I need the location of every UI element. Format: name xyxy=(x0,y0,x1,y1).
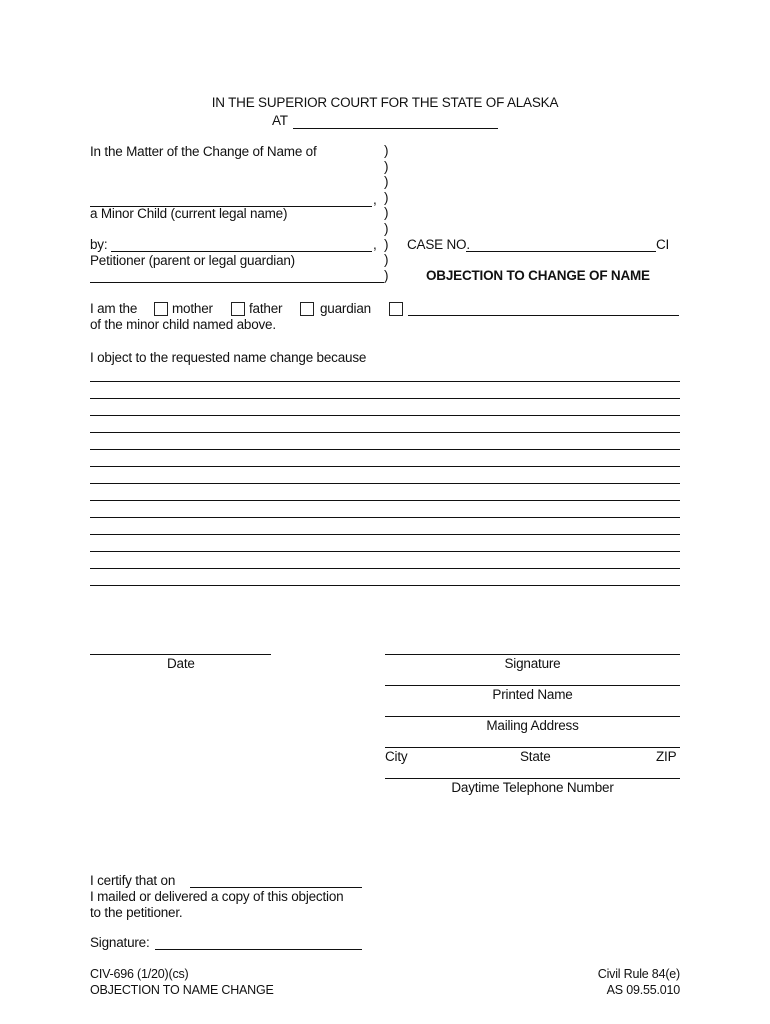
form-number: CIV-696 (1/20)(cs) xyxy=(90,967,189,981)
objection-line[interactable] xyxy=(90,449,680,450)
case-no-label: CASE NO. xyxy=(407,237,470,252)
form-title: OBJECTION TO CHANGE OF NAME xyxy=(426,268,650,283)
objection-line[interactable] xyxy=(90,398,680,399)
objection-line[interactable] xyxy=(90,534,680,535)
guardian-label: guardian xyxy=(320,301,371,316)
objection-line[interactable] xyxy=(90,500,680,501)
printed-name-label: Printed Name xyxy=(492,687,573,702)
phone-label: Daytime Telephone Number xyxy=(451,780,614,795)
mailing-address-label: Mailing Address xyxy=(486,718,579,733)
father-checkbox[interactable] xyxy=(231,302,245,316)
minor-name-comma: , xyxy=(373,192,377,207)
mother-label: mother xyxy=(172,301,213,316)
certify-signature-label: Signature: xyxy=(90,935,150,950)
zip-label: ZIP xyxy=(656,749,677,764)
signature-label: Signature xyxy=(504,656,561,671)
objection-line[interactable] xyxy=(90,551,680,552)
guardian-checkbox[interactable] xyxy=(300,302,314,316)
printed-name-field[interactable] xyxy=(385,685,680,686)
father-label: father xyxy=(249,301,283,316)
certify-line3: to the petitioner. xyxy=(90,905,183,920)
court-location-label: AT xyxy=(272,113,288,128)
case-suffix: CI xyxy=(656,237,670,252)
mailing-address-field[interactable] xyxy=(385,716,680,717)
matter-label: In the Matter of the Change of Name of xyxy=(90,144,317,159)
petitioner-name-field[interactable] xyxy=(111,251,372,252)
certify-line2: I mailed or delivered a copy of this objection xyxy=(90,889,344,904)
minor-label: a Minor Child (current legal name) xyxy=(90,206,288,221)
civil-rule: Civil Rule 84(e) xyxy=(597,967,680,981)
mother-checkbox[interactable] xyxy=(154,302,168,316)
petitioner-name-comma: , xyxy=(373,237,377,252)
objection-line[interactable] xyxy=(90,381,680,382)
phone-field[interactable] xyxy=(385,778,680,779)
relationship-trail: of the minor child named above. xyxy=(90,317,276,332)
city-label: City xyxy=(385,749,408,764)
court-location-field[interactable] xyxy=(293,128,498,129)
objection-line[interactable] xyxy=(90,483,680,484)
objection-line[interactable] xyxy=(90,517,680,518)
objection-line[interactable] xyxy=(90,585,680,586)
objection-line[interactable] xyxy=(90,415,680,416)
certify-line1: I certify that on xyxy=(90,873,176,888)
objection-line[interactable] xyxy=(90,466,680,467)
date-label: Date xyxy=(167,656,195,671)
caption-divider: ) ) ) ) ) ) ) ) ) xyxy=(384,143,389,283)
relationship-lead: I am the xyxy=(90,301,138,316)
objection-line[interactable] xyxy=(90,568,680,569)
other-relationship-field[interactable] xyxy=(408,315,679,316)
other-checkbox[interactable] xyxy=(389,302,403,316)
objection-line[interactable] xyxy=(90,432,680,433)
objection-prompt: I object to the requested name change because xyxy=(90,350,367,365)
court-title: IN THE SUPERIOR COURT FOR THE STATE OF ALASKA xyxy=(211,95,559,110)
case-number-field[interactable] xyxy=(466,251,656,252)
form-name: OBJECTION TO NAME CHANGE xyxy=(90,983,274,997)
date-field[interactable] xyxy=(90,654,271,655)
city-state-zip-field[interactable] xyxy=(385,747,680,748)
signature-field[interactable] xyxy=(385,654,680,655)
statute: AS 09.55.010 xyxy=(606,983,680,997)
certify-signature-field[interactable] xyxy=(155,949,362,950)
certify-date-field[interactable] xyxy=(190,887,362,888)
by-label: by: xyxy=(90,237,108,252)
caption-bottom-line xyxy=(90,282,384,283)
state-label: State xyxy=(520,749,551,764)
petitioner-label: Petitioner (parent or legal guardian) xyxy=(90,253,295,268)
